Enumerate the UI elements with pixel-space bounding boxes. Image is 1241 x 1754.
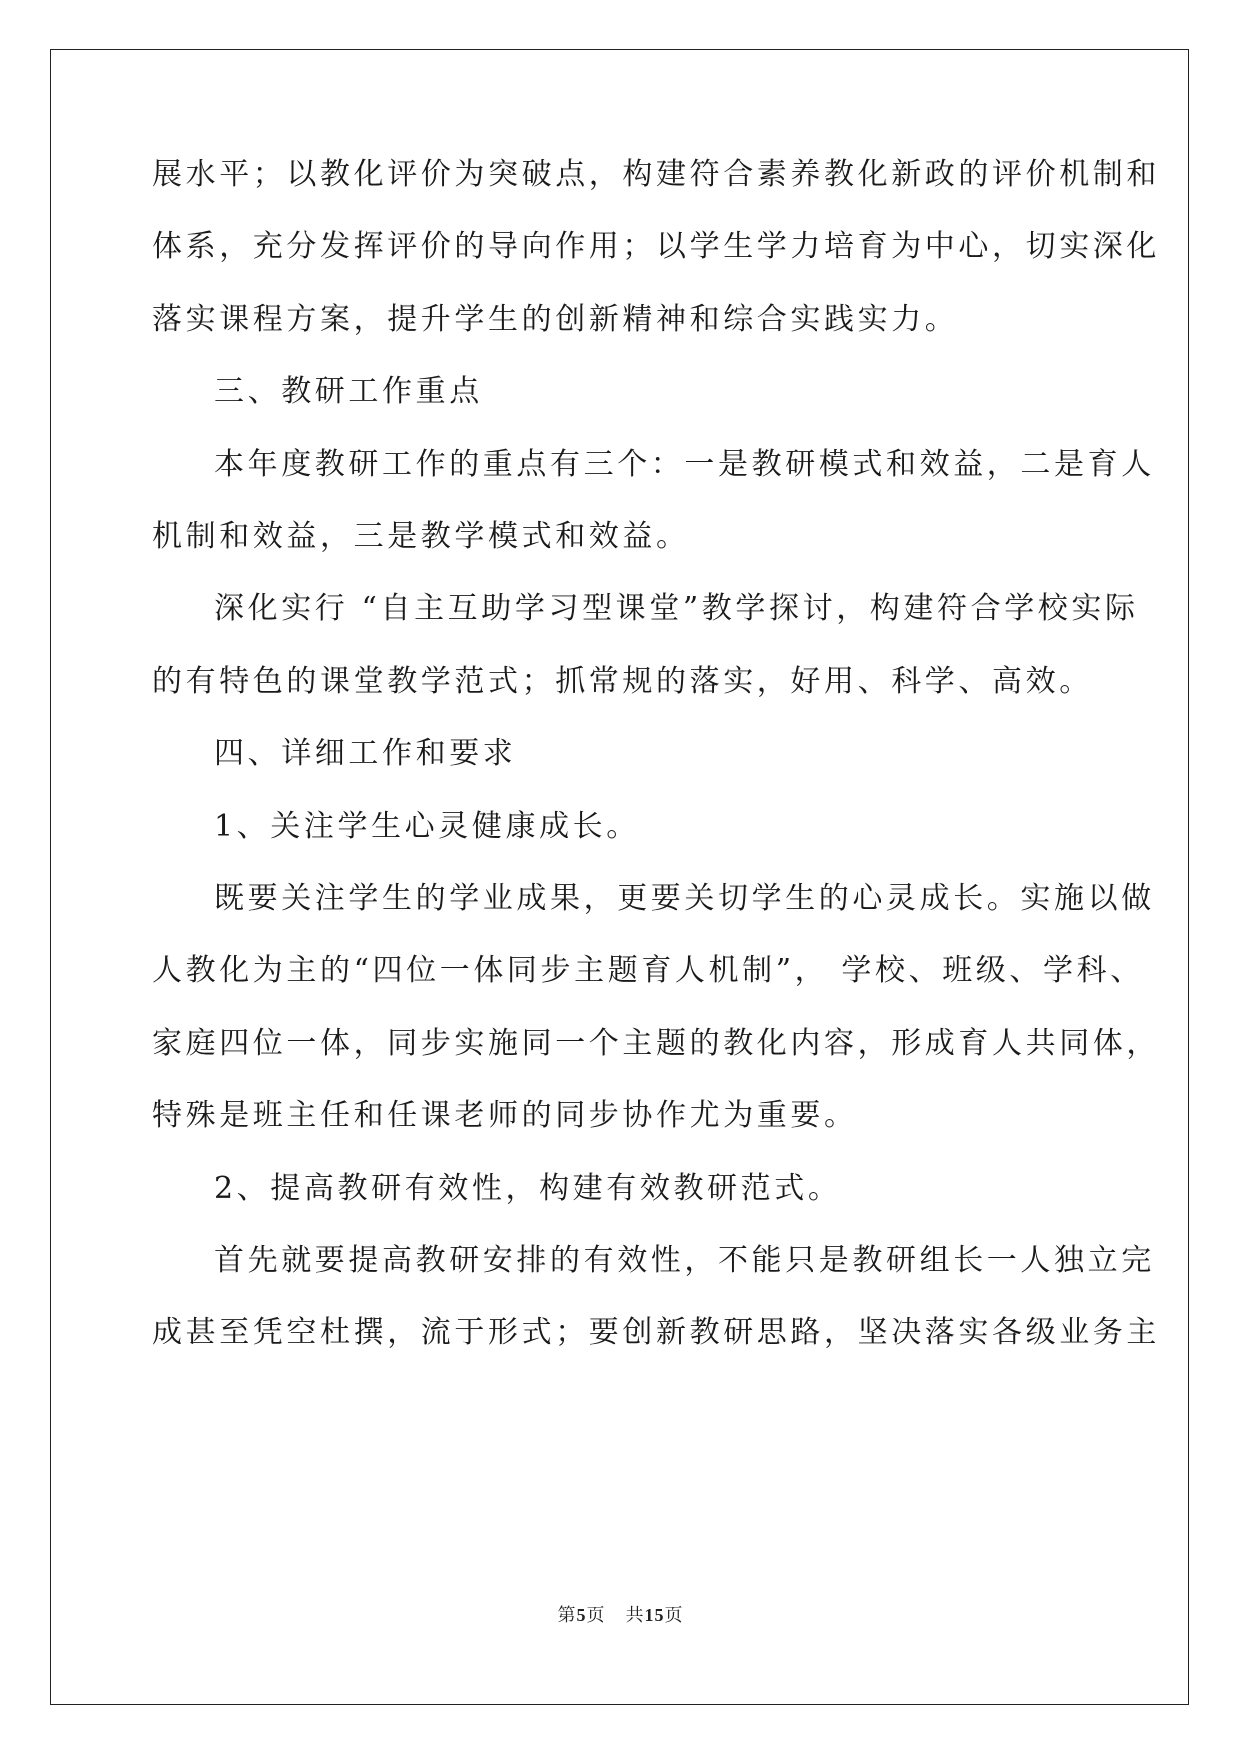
total-page-count: 15 — [644, 1605, 665, 1625]
text-line: 落实课程方案，提升学生的创新精神和综合实践实力。 — [152, 301, 959, 337]
text-line: 人教化为主的“四位一体同步主题育人机制”， 学校、班级、学科、 — [152, 953, 1144, 989]
text-line: 深化实行 “自主互助学习型课堂”教学探讨，构建符合学校实际 — [214, 591, 1139, 627]
text-line: 机制和效益，三是教学模式和效益。 — [152, 519, 690, 554]
text-line: 本年度教研工作的重点有三个：一是教研模式和效益，二是育人 — [214, 446, 1155, 482]
footer-prefix: 第 — [557, 1605, 577, 1626]
text-line: 家庭四位一体，同步实施同一个主题的教化内容，形成育人共同体， — [152, 1025, 1160, 1061]
text-line: 2、提高教研有效性，构建有效教研范式。 — [214, 1170, 842, 1206]
footer-page-suffix: 页 — [586, 1605, 606, 1626]
text-line: 的有特色的课堂教学范式；抓常规的落实，好用、科学、高效。 — [152, 663, 1093, 699]
text-line: 体系，充分发挥评价的导向作用；以学生学力培育为中心，切实深化 — [152, 229, 1160, 265]
text-line: 四、详细工作和要求 — [214, 736, 517, 772]
text-line: 既要关注学生的学业成果，更要关切学生的心灵成长。实施以做 — [214, 881, 1155, 916]
text-line: 三、教研工作重点 — [214, 374, 483, 410]
text-line: 1、关注学生心灵健康成长。 — [214, 808, 640, 844]
footer-total-prefix: 共 — [625, 1605, 645, 1626]
text-line: 首先就要提高教研安排的有效性，不能只是教研组长一人独立完 — [214, 1243, 1155, 1278]
text-line: 展水平；以教化评价为突破点，构建符合素养教化新政的评价机制和 — [152, 157, 1160, 192]
current-page-number: 5 — [576, 1605, 587, 1625]
text-line: 成甚至凭空杜撰，流于形式；要创新教研思路，坚决落实各级业务主 — [152, 1315, 1160, 1351]
footer-total-suffix: 页 — [664, 1605, 684, 1626]
text-line: 特殊是班主任和任课老师的同步协作尤为重要。 — [152, 1098, 858, 1134]
page-border — [50, 49, 1189, 1705]
page-footer — [0, 1601, 1241, 1627]
